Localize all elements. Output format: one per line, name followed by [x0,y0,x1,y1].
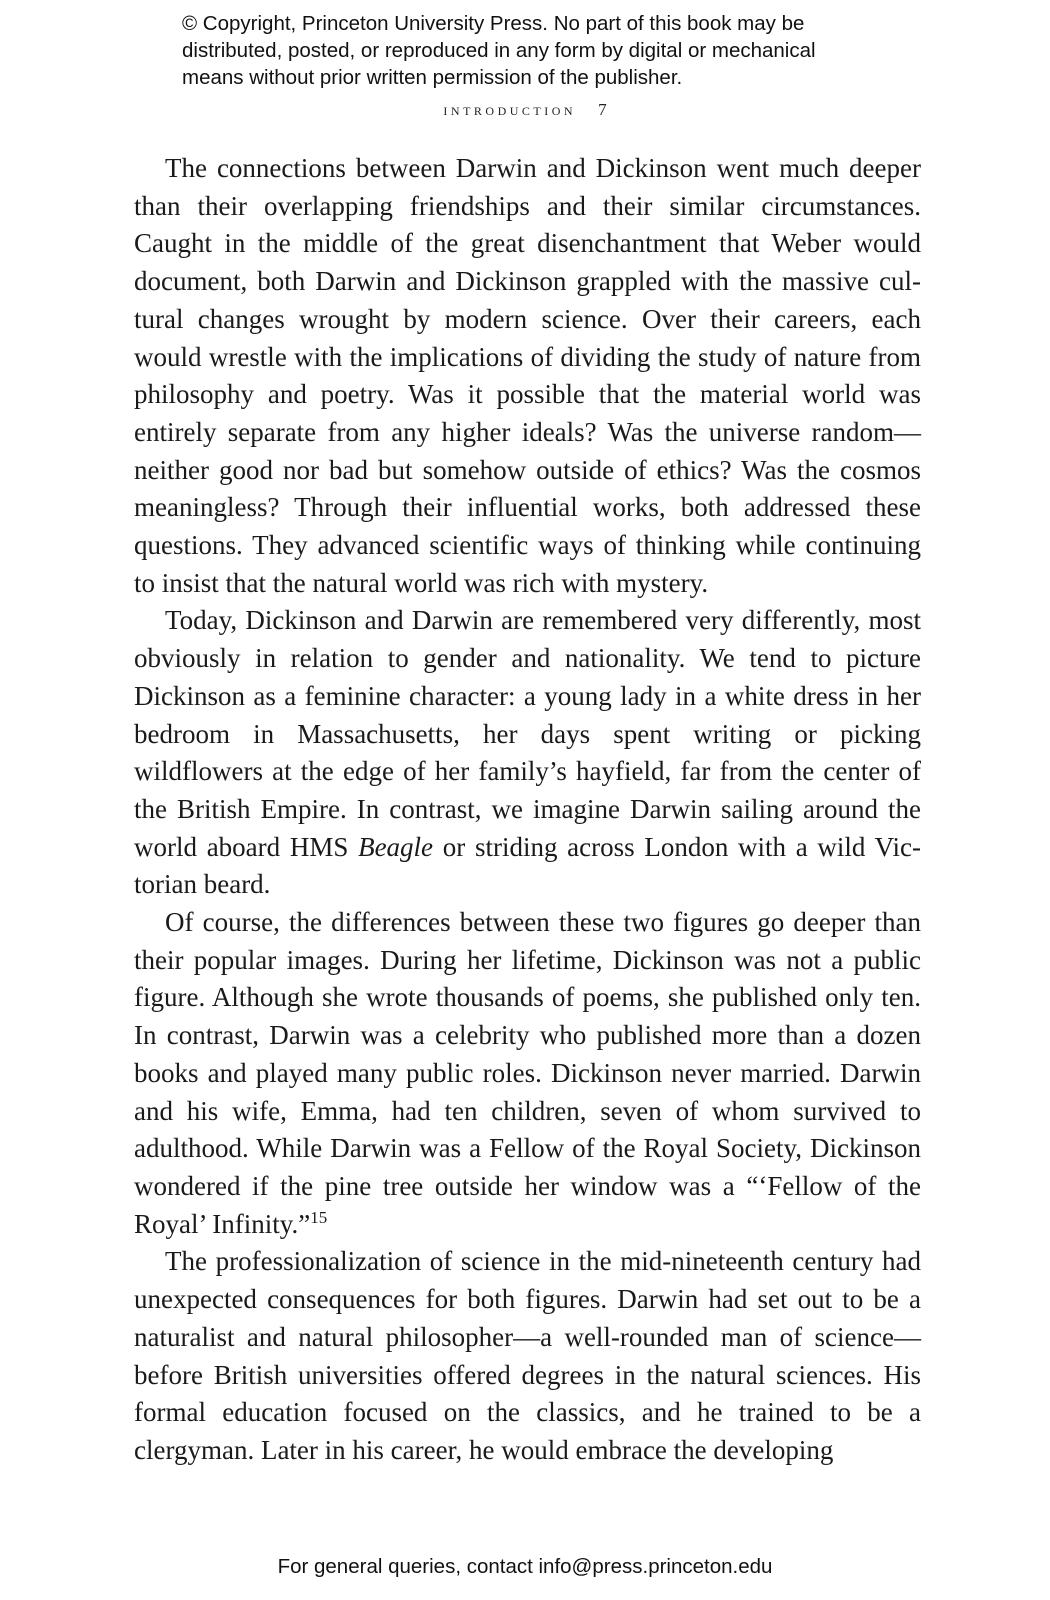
body-text [134,150,921,1470]
paragraph-3-text: Of course, the differences between these two figures go deeper than their popular images. During her lifetime, Dickinson was not a public figure. Although she wrote thousands of poems, she published only ten. In contrast, Darwin was a celebrity who published more than a dozen books and played many public roles. Dickinson never married. Darwin and his wife, Emma, had ten children, seven of whom survived to adulthood. While Darwin was a Fellow of the Royal Society, Dickinson wondered if the pine tree outside her window was a “‘Fellow of the Royal’ Infinity.” [134,907,921,1239]
footnote-reference: 15 [310,1207,328,1227]
copyright-notice [182,10,922,91]
paragraph-2-text-end: or striding across London with a wild Victorian beard. [134,831,921,900]
paragraph-4: The professionalization of science in the mid-nineteenth century had unexpected consequences for both figures. Darwin had set out to be a naturalist and natural philosopher—a well-rounded man of science—before British universities offered degrees in the natural sciences. His formal education focused on the classics, and he trained to be a clergyman. Later in his career, he would embrace the developing [134,1246,921,1465]
footer-contact: For general queries, contact info@press.princeton.edu [277,1555,773,1578]
paragraph-1: The connections between Darwin and Dickinson went much deeper than their overlapping friendships and their similar circumstances. Caught in the middle of the great disenchantment that Weber would document, both Darwin and Dickinson grappled with the massive cultural changes wrought by modern science. Over their careers, each would wrestle with the implications of dividing the study of nature from philosophy and poetry. Was it possible that the material world was entirely separate from any higher ideals? Was the universe random—neither good nor bad but somehow outside of ethics? Was the cosmos meaningless? Through their influential works, both addressed these questions. They advanced scientific ways of thinking while continuing to insist that the natural world was rich with mystery. [134,153,921,598]
ship-name-italic: Beagle [358,831,434,862]
page-number: 7 [598,100,607,119]
copyright-line-3: means without prior written permission of the publisher. [182,66,683,89]
running-head [0,100,1050,120]
copyright-line-1: © Copyright, Princeton University Press. No part of this book may be [182,12,805,35]
paragraph-2 [134,602,921,904]
copyright-line-2: distributed, posted, or reproduced in any form by digital or mechanical [182,39,816,62]
paragraph-2-text-start: Today, Dickinson and Darwin are remembered very differently, most obviously in relation to gender and nationality. We tend to picture Dickinson as a feminine character: a young lady in a white dress in her bedroom in Massachusetts, her days spent writing or picking wildflowers at the edge of her family’s hayfield, far from the center of the British Empire. In contrast, we imagine Darwin sailing around the world aboard HMS [134,605,921,862]
running-head-title: introduction [443,100,577,119]
paragraph-3 [134,904,921,1243]
